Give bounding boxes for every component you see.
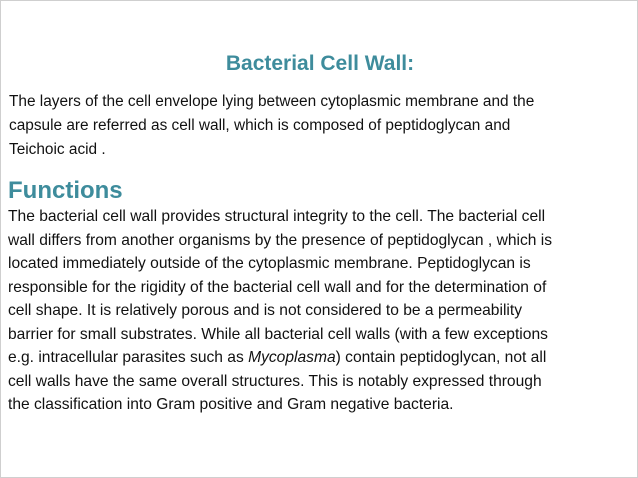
mycoplasma-italic: Mycoplasma [248,349,336,366]
body-line: cell walls have the same overall structures. This is notably expressed through [8,372,542,390]
body-line-text: e.g. intracellular parasites such as [8,349,249,366]
body-line: responsible for the rigidity of the bacterial cell wall and for the determination of [8,278,547,296]
body-line-mixed [8,346,636,370]
body-line: the classification into Gram positive and Gram negative bacteria. [8,396,454,413]
intro-line: The layers of the cell envelope lying between cytoplasmic membrane and the [9,93,535,110]
body-line-text: ) contain peptidoglycan, not all [335,349,547,366]
intro-line: capsule are referred as cell wall, which is composed of peptidoglycan and [9,117,511,134]
slide-title: Bacterial Cell Wall: [225,52,415,75]
intro-line: Teichoic acid . [9,141,106,158]
functions-heading: Functions [8,177,123,204]
functions-paragraph [8,205,636,417]
intro-paragraph [9,90,633,162]
body-line: The bacterial cell wall provides structural integrity to the cell. The bacterial cell [8,208,546,225]
body-line: cell shape. It is relatively porous and is not considered to be a permeability [8,302,523,319]
body-line: located immediately outside of the cytoplasmic membrane. Peptidoglycan is [8,255,531,272]
body-line: barrier for small substrates. While all bacterial cell walls (with a few exceptions [8,325,548,343]
body-line: wall differs from another organisms by the presence of peptidoglycan , which is [8,231,553,249]
